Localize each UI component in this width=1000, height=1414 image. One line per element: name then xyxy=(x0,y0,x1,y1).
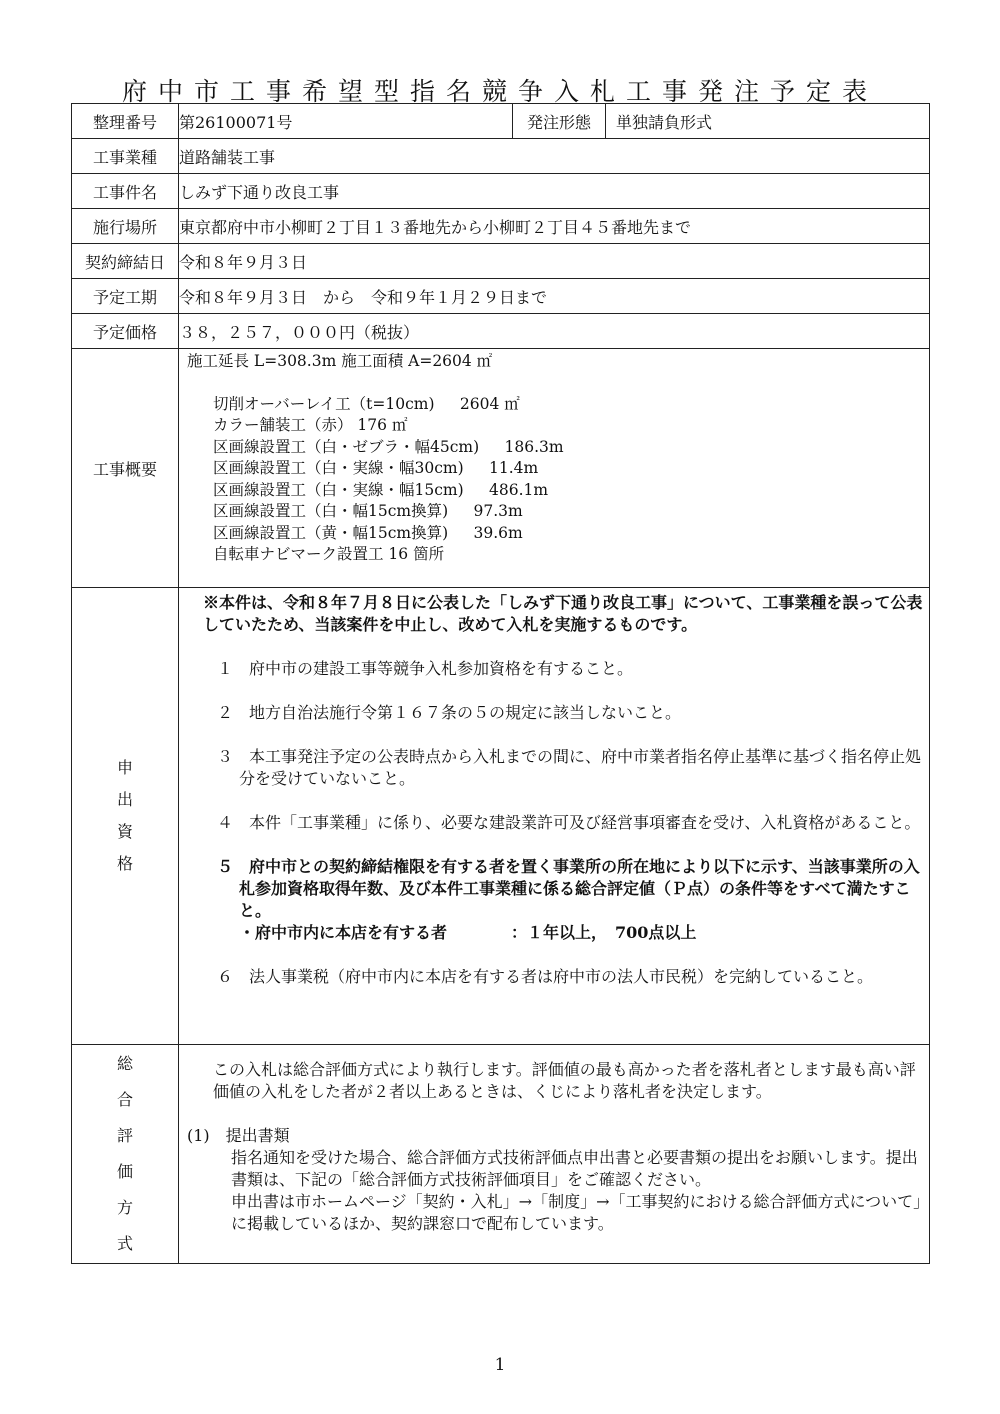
overview-item: 自転車ナビマーク設置工 16 箇所 xyxy=(213,545,445,563)
row-seiri xyxy=(72,104,930,139)
qualification-content xyxy=(179,588,930,1045)
evaluation-sub-title: (1) 提出書類 xyxy=(187,1126,290,1145)
qualification-label-char: 資 xyxy=(116,822,133,841)
overview-item: カラー舗装工（赤） 176 ㎡ xyxy=(213,416,408,434)
overview-label: 工事概要 xyxy=(72,349,179,588)
overview-content xyxy=(179,349,930,588)
qualification-label-char: 申 xyxy=(116,758,133,777)
qualification-item: ４ 本件「工事業種」に係り、必要な建設業許可及び経営事項審査を受け、入札資格があること。 xyxy=(217,813,921,832)
row-koki xyxy=(72,279,930,314)
qualification-label-char: 格 xyxy=(116,854,133,873)
basho-value: 東京都府中市小柳町２丁目１３番地先から小柳町２丁目４５番地先まで xyxy=(179,209,930,244)
kenmei-label: 工事件名 xyxy=(72,174,179,209)
evaluation-label-char: 式 xyxy=(116,1234,133,1253)
overview-item: 区画線設置工（白・ゼブラ・幅45cm) 186.3m xyxy=(213,437,564,456)
order-schedule-table xyxy=(71,103,930,1264)
qualification-note: ※本件は、令和８年７月８日に公表した「しみず下通り改良工事」について、工事業種を誤って公表していたため、当該案件を中止し、改めて入札を実施するものです。 xyxy=(203,593,923,634)
row-gyoshu xyxy=(72,139,930,174)
keiyaku-label: 契約締結日 xyxy=(72,244,179,279)
row-overview xyxy=(72,349,930,588)
qualification-label-char: 出 xyxy=(116,790,133,809)
row-kenmei xyxy=(72,174,930,209)
qualification-sub-condition: ・府中市内に本店を有する者 ：１年以上， 700点以上 xyxy=(239,923,697,942)
overview-head: 施工延長 L=308.3m 施工面積 A=2604 ㎡ xyxy=(187,352,493,370)
page-number: 1 xyxy=(494,1355,506,1375)
koki-value: 令和８年９月３日 から 令和９年１月２９日まで xyxy=(179,279,930,314)
hatchu-label: 発注形態 xyxy=(513,104,606,139)
gyoshu-value: 道路舗装工事 xyxy=(179,139,930,174)
evaluation-label-char: 方 xyxy=(116,1198,133,1217)
overview-item: 区画線設置工（白・実線・幅15cm) 486.1m xyxy=(213,480,549,499)
overview-item: 区画線設置工（白・幅15cm換算) 97.3m xyxy=(213,502,523,520)
koki-label: 予定工期 xyxy=(72,279,179,314)
evaluation-sub-text: 申出書は市ホームページ「契約・入札」→「制度」→「工事契約における総合評価方式について」に掲載しているほか、契約課窓口で配布しています。 xyxy=(231,1192,922,1233)
gyoshu-label: 工事業種 xyxy=(72,139,179,174)
row-qualification xyxy=(72,588,930,1045)
evaluation-label-char: 合 xyxy=(116,1090,133,1109)
keiyaku-value: 令和８年９月３日 xyxy=(179,244,930,279)
kenmei-value: しみず下通り改良工事 xyxy=(179,174,930,209)
evaluation-label xyxy=(72,1045,179,1264)
qualification-item: ３ 本工事発注予定の公表時点から入札までの間に、府中市業者指名停止基準に基づく指名停止処分を受けていないこと。 xyxy=(217,747,922,788)
qualification-label xyxy=(72,588,179,1045)
row-basho xyxy=(72,209,930,244)
overview-item: 区画線設置工（黄・幅15cm換算) 39.6m xyxy=(213,523,523,542)
row-keiyaku xyxy=(72,244,930,279)
qualification-item: ５ 府中市との契約締結権限を有する者を置く事業所の所在地により以下に示す、当該事業所の入札参加資格取得年数、及び本件工事業種に係る総合評定値（Ｐ点）の条件等をすべて満たすこと。 xyxy=(217,857,920,920)
evaluation-label-char: 評 xyxy=(116,1126,133,1145)
kakaku-value: ３８，２５７，０００円（税抜） xyxy=(179,314,930,349)
seiri-value: 第26100071号 xyxy=(179,104,513,139)
row-evaluation xyxy=(72,1045,930,1264)
document-title: 府中市工事希望型指名競争入札工事発注予定表 xyxy=(121,77,878,106)
evaluation-label-char: 総 xyxy=(116,1054,133,1073)
qualification-item: ２ 地方自治法施行令第１６７条の５の規定に該当しないこと。 xyxy=(217,703,682,722)
seiri-label: 整理番号 xyxy=(72,104,179,139)
basho-label: 施行場所 xyxy=(72,209,179,244)
kakaku-label: 予定価格 xyxy=(72,314,179,349)
hatchu-value: 単独請負形式 xyxy=(606,104,930,139)
qualification-item: １ 府中市の建設工事等競争入札参加資格を有すること。 xyxy=(217,659,634,678)
evaluation-sub-text: 指名通知を受けた場合、総合評価方式技術評価点申出書と必要書類の提出をお願いします。提出書類は、下記の「総合評価方式技術評価項目」をご確認ください。 xyxy=(231,1148,918,1189)
overview-item: 区画線設置工（白・実線・幅30cm) 11.4m xyxy=(213,459,539,477)
row-kakaku xyxy=(72,314,930,349)
evaluation-label-char: 価 xyxy=(116,1162,133,1181)
overview-item: 切削オーバーレイ工（t=10cm) 2604 ㎡ xyxy=(213,394,520,413)
evaluation-intro: この入札は総合評価方式により執行します。評価値の最も高かった者を落札者とします最も高い評価値の入札をした者が２者以上あるときは、くじにより落札者を決定します。 xyxy=(213,1060,916,1101)
evaluation-content xyxy=(179,1045,930,1264)
qualification-item: ６ 法人事業税（府中市内に本店を有する者は府中市の法人市民税）を完納していること。 xyxy=(217,967,874,986)
